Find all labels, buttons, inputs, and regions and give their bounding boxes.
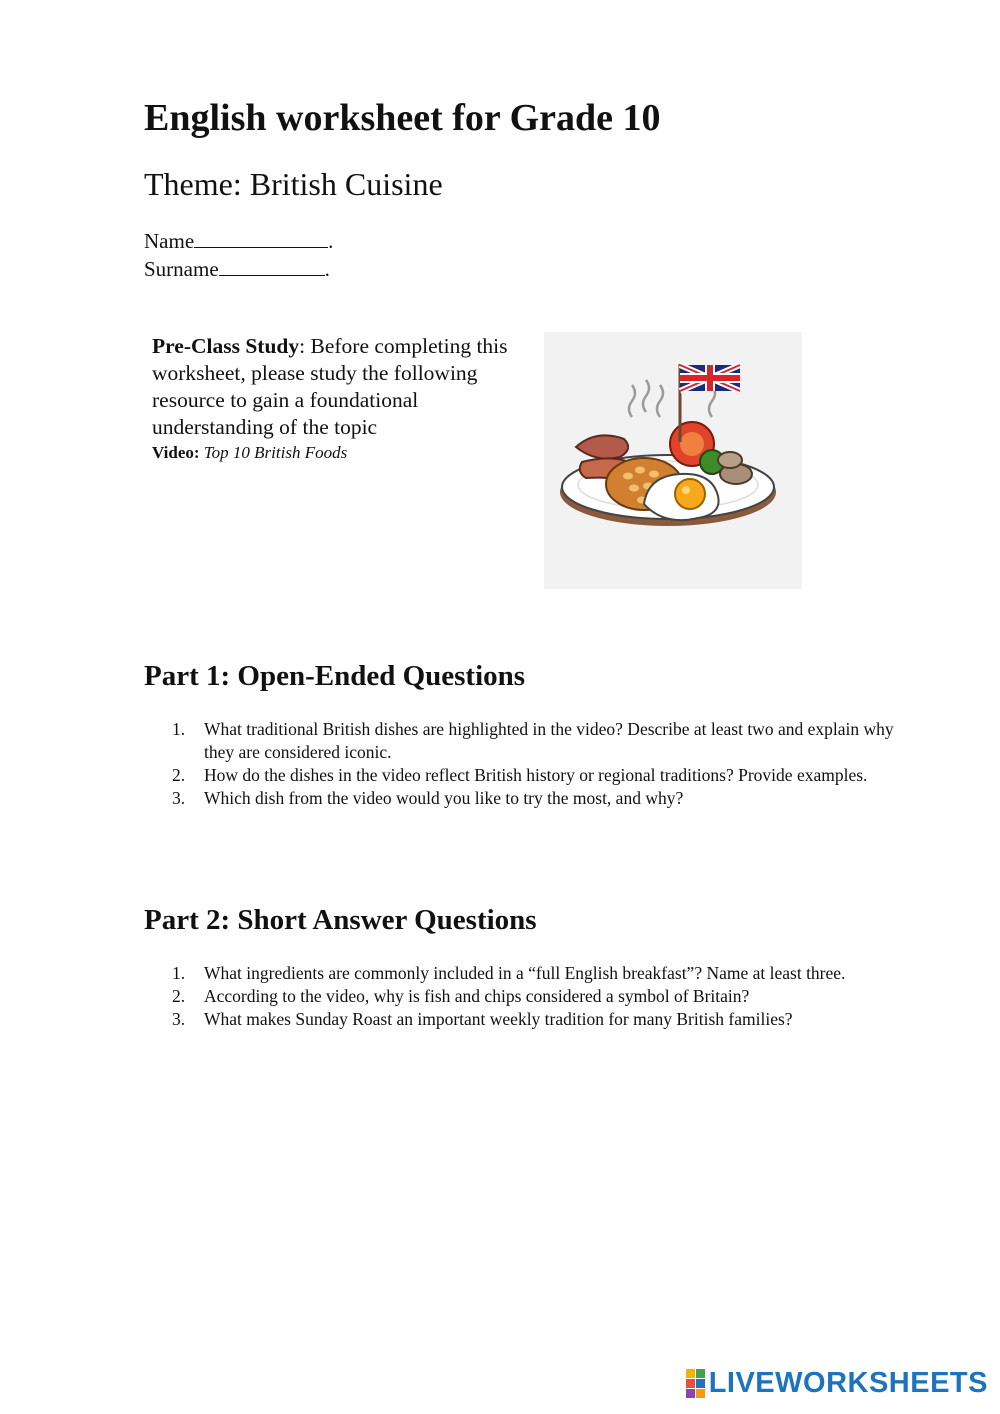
surname-label: Surname — [144, 257, 219, 281]
question-text: What ingredients are commonly included in a “full English breakfast”? Name at least three. — [204, 963, 846, 983]
name-terminator: . — [328, 229, 334, 253]
part1-question-list — [172, 718, 902, 810]
pre-class-heading: Pre-Class Study — [152, 334, 300, 358]
video-line — [152, 441, 532, 465]
pre-class-text: : Before completing this worksheet, please study the following resource to gain a foundational understanding of the topic — [152, 334, 508, 439]
full-english-breakfast-illustration — [544, 332, 802, 589]
pre-class-paragraph — [152, 333, 532, 441]
question-text: According to the video, why is fish and chips considered a symbol of Britain? — [204, 986, 750, 1006]
worksheet-theme: Theme: British Cuisine — [144, 166, 443, 202]
question-number: 3. — [172, 788, 186, 808]
question-text: What makes Sunday Roast an important weekly tradition for many British families? — [204, 1009, 793, 1029]
surname-terminator: . — [324, 257, 330, 281]
question-text: What traditional British dishes are highlighted in the video? Describe at least two and explain why they are considered iconic. — [204, 719, 894, 762]
question-number: 3. — [172, 1009, 186, 1029]
question-text: How do the dishes in the video reflect British history or regional traditions? Provide examples. — [204, 765, 868, 785]
video-title-link[interactable]: Top 10 British Foods — [203, 443, 348, 462]
part2-heading: Part 2: Short Answer Questions — [144, 904, 537, 936]
worksheet-title: English worksheet for Grade 10 — [144, 97, 661, 139]
question-item — [172, 718, 902, 764]
union-jack-flag-icon — [680, 365, 740, 391]
question-number: 1. — [172, 963, 186, 983]
part1-heading: Part 1: Open-Ended Questions — [144, 660, 526, 692]
question-text: Which dish from the video would you like to try the most, and why? — [204, 788, 684, 808]
part2-question-list — [172, 962, 902, 1031]
question-item — [172, 1008, 902, 1031]
liveworksheets-logo-icon — [686, 1369, 705, 1398]
pre-class-study — [152, 333, 532, 465]
surname-field[interactable] — [144, 257, 330, 282]
question-item — [172, 962, 902, 985]
name-field[interactable] — [144, 229, 333, 254]
question-number: 1. — [172, 719, 186, 739]
question-item — [172, 764, 902, 787]
name-blank[interactable] — [194, 229, 328, 248]
question-item — [172, 787, 902, 810]
question-item — [172, 985, 902, 1008]
video-label: Video: — [152, 443, 200, 462]
surname-blank[interactable] — [219, 257, 325, 276]
name-label: Name — [144, 229, 195, 253]
breakfast-plate-icon — [544, 332, 802, 589]
question-number: 2. — [172, 765, 186, 785]
brand-wordmark: LIVEWORKSHEETS — [708, 1367, 988, 1399]
question-number: 2. — [172, 986, 186, 1006]
liveworksheets-brand — [686, 1367, 988, 1400]
